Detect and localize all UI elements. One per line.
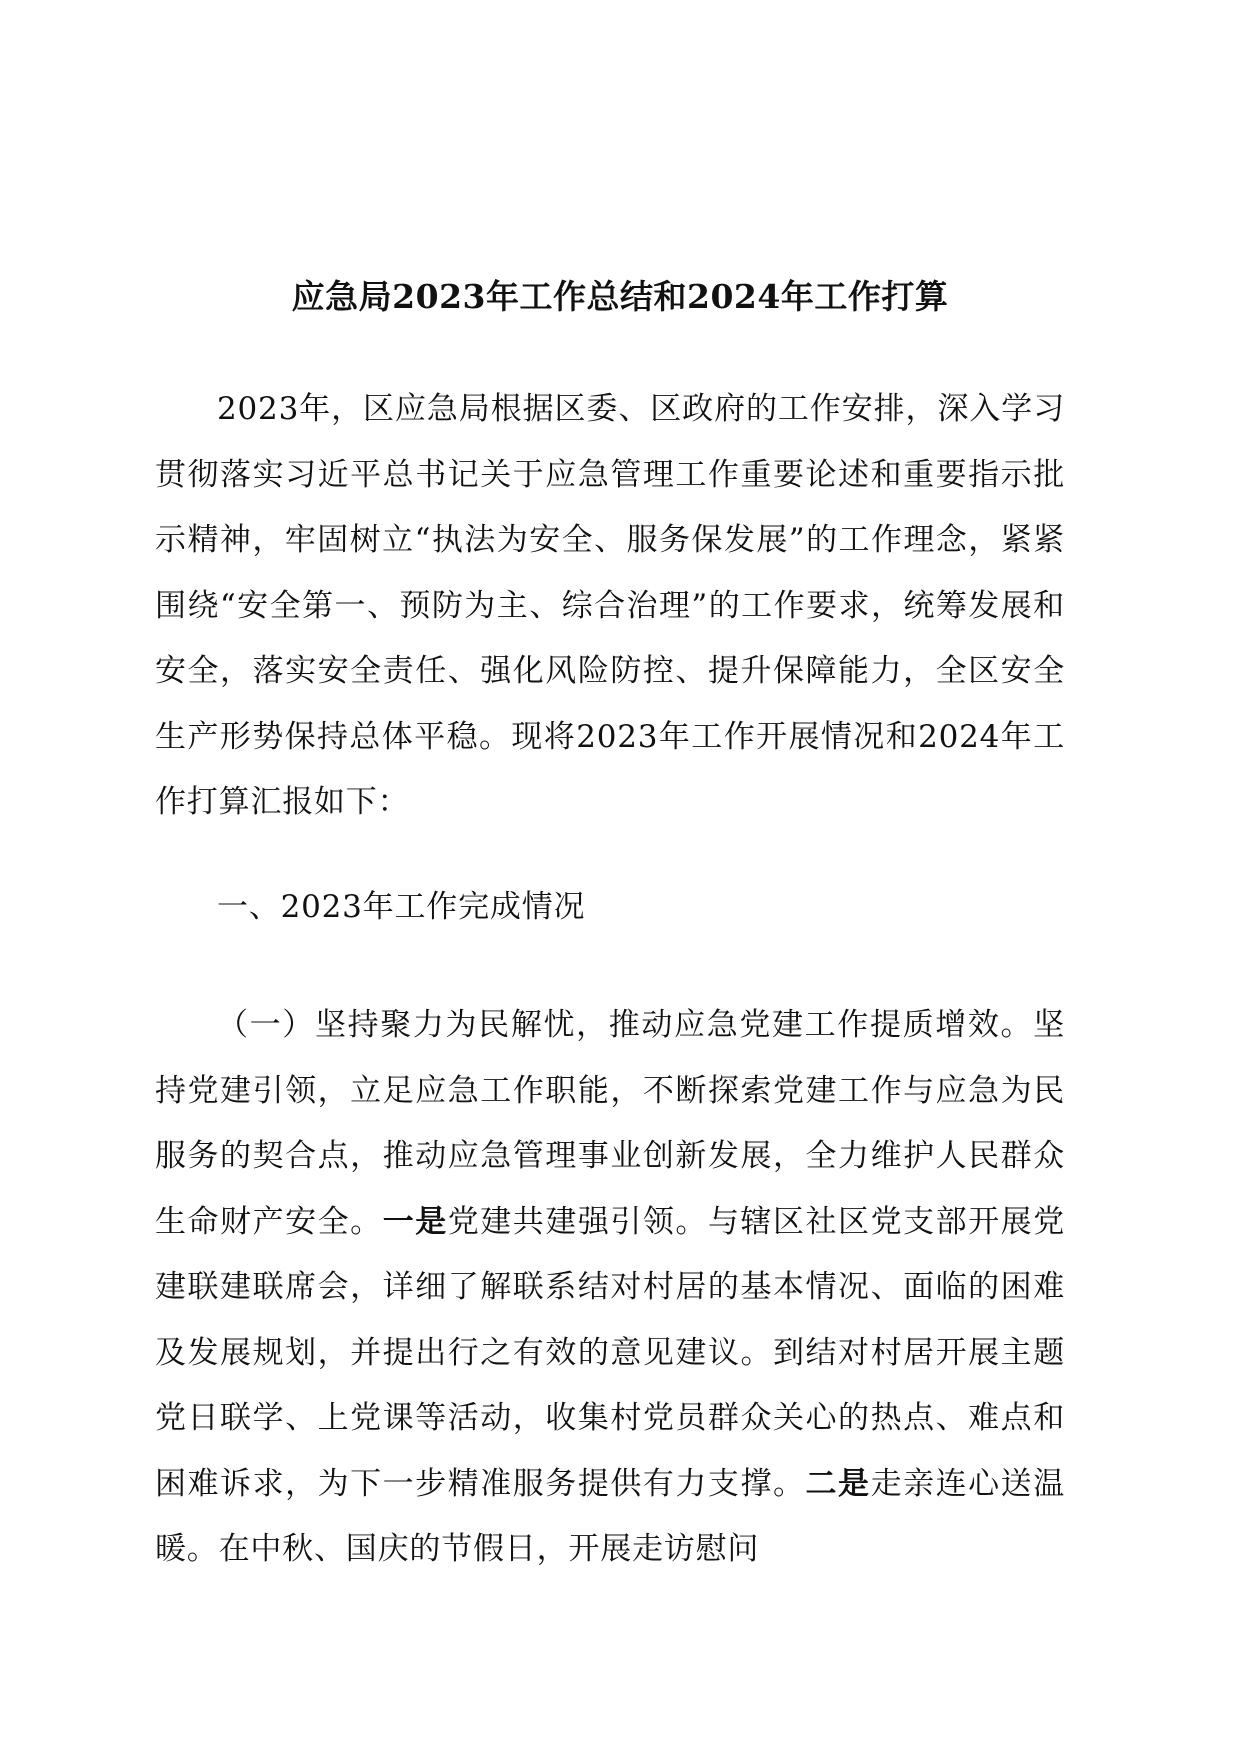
subsection-paragraph-1	[155, 993, 1065, 1583]
item-2-label: 二是	[805, 1465, 871, 1502]
subsection-lead: （一）坚持聚力为民解忧，推动应急党建工作提质增效。坚持党建引领，立足应急工作职能，不断探索党建工作与应急为民服务的契合点，推动应急管理事业创新发展，全力维护人民群众生命财产安全。	[155, 1007, 1065, 1240]
intro-paragraph: 2023年，区应急局根据区委、区政府的工作安排，深入学习贯彻落实习近平总书记关于应急管理工作重要论述和重要指示批示精神，牢固树立“执法为安全、服务保发展”的工作理念，紧紧围绕“安全第一、预防为主、综合治理”的工作要求，统筹发展和安全，落实安全责任、强化风险防控、提升保障能力，全区安全生产形势保持总体平稳。现将2023年工作开展情况和2024年工作打算汇报如下：	[155, 391, 1065, 820]
item-1-label: 一是	[382, 1203, 448, 1240]
item-2-text: 走亲连心送温暖。在中秋、国庆的节假日，开展走访慰问	[155, 1465, 1065, 1567]
document-title: 应急局2023年工作总结和2024年工作打算	[291, 277, 949, 316]
item-1-text: 党建共建强引领。与辖区社区党支部开展党建联建联席会，详细了解联系结对村居的基本情况、面临的困难及发展规划，并提出行之有效的意见建议。到结对村居开展主题党日联学、上党课等活动，收集村党员群众关心的热点、难点和困难诉求，为下一步精准服务提供有力支撑。	[155, 1203, 1065, 1502]
section-heading-1: 一、2023年工作完成情况	[217, 889, 586, 925]
